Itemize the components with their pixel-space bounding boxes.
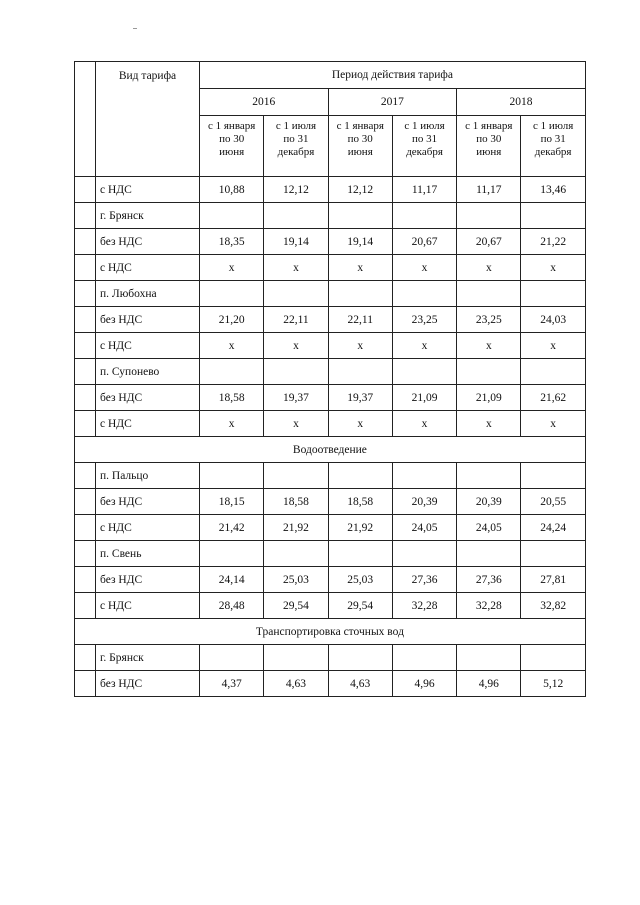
row-label: п. Любохна (96, 281, 200, 307)
tariff-value-cell: 19,14 (264, 229, 328, 255)
period-line: по 31 (283, 133, 309, 145)
period-line: декабря (277, 146, 315, 158)
section-title: Водоотведение (75, 437, 586, 463)
tariff-value-cell: 32,28 (392, 593, 456, 619)
tariff-value-cell: 5,12 (521, 671, 585, 697)
tariff-value-cell: 4,37 (200, 671, 264, 697)
tariff-value-cell: 27,36 (392, 567, 456, 593)
row-spacer-cell (75, 671, 96, 697)
row-label: с НДС (96, 255, 200, 281)
table-row (75, 671, 586, 697)
row-spacer-cell (75, 463, 96, 489)
row-label: без НДС (96, 489, 200, 515)
period-line: декабря (406, 146, 443, 158)
period-header-cell (328, 116, 392, 177)
tariff-value-cell: 11,17 (392, 177, 456, 203)
tariff-value-cell: 11,17 (457, 177, 521, 203)
tariff-value-cell: х (521, 411, 585, 437)
table-row (75, 463, 586, 489)
tariff-value-cell (521, 541, 585, 567)
period-header-cell (200, 116, 264, 177)
period-line: с 1 января (336, 120, 384, 132)
row-spacer-cell (75, 177, 96, 203)
table-row (75, 307, 586, 333)
row-label: без НДС (96, 671, 200, 697)
tariff-value-cell (457, 281, 521, 307)
section-title: Транспортировка сточных вод (75, 619, 586, 645)
tariff-value-cell: 29,54 (264, 593, 328, 619)
tariff-value-cell: 20,67 (457, 229, 521, 255)
row-label: п. Супонево (96, 359, 200, 385)
table-row (75, 489, 586, 515)
tariff-value-cell: х (392, 411, 456, 437)
tariff-value-cell: 21,62 (521, 385, 585, 411)
tariff-value-cell: х (457, 255, 521, 281)
tariff-value-cell: 23,25 (457, 307, 521, 333)
row-label: г. Брянск (96, 645, 200, 671)
tariff-value-cell (328, 203, 392, 229)
tariff-value-cell: 22,11 (328, 307, 392, 333)
period-line: с 1 июля (404, 120, 445, 132)
year-header: 2017 (328, 89, 457, 116)
tariff-value-cell: 22,11 (264, 307, 328, 333)
tariff-value-cell (521, 203, 585, 229)
tariff-value-cell (392, 281, 456, 307)
tariff-value-cell: х (200, 333, 264, 359)
tariff-type-header: Вид тарифа (96, 62, 200, 177)
table-row (75, 515, 586, 541)
tariff-value-cell: 20,67 (392, 229, 456, 255)
tariff-value-cell (200, 645, 264, 671)
period-header-cell (392, 116, 456, 177)
tariff-value-cell: 21,42 (200, 515, 264, 541)
tariff-value-cell: 19,14 (328, 229, 392, 255)
tariff-value-cell: 23,25 (392, 307, 456, 333)
period-line: июня (347, 146, 373, 158)
year-header: 2018 (457, 89, 586, 116)
table-row (75, 567, 586, 593)
tariff-value-cell: х (264, 255, 328, 281)
tariff-value-cell (392, 359, 456, 385)
tariff-value-cell: 25,03 (328, 567, 392, 593)
table-row (75, 333, 586, 359)
tariff-value-cell (521, 463, 585, 489)
tariff-value-cell: 18,15 (200, 489, 264, 515)
tariff-value-cell (328, 281, 392, 307)
scan-artifact (133, 28, 137, 29)
period-header: Период действия тарифа (200, 62, 586, 89)
tariff-value-cell: 10,88 (200, 177, 264, 203)
row-spacer-cell (75, 515, 96, 541)
tariff-value-cell: 20,55 (521, 489, 585, 515)
row-label: с НДС (96, 177, 200, 203)
tariff-value-cell: 27,81 (521, 567, 585, 593)
tariff-value-cell: х (264, 411, 328, 437)
row-label: без НДС (96, 307, 200, 333)
tariff-value-cell: 21,20 (200, 307, 264, 333)
tariff-value-cell (457, 203, 521, 229)
period-header-cell (521, 116, 585, 177)
tariff-value-cell: 13,46 (521, 177, 585, 203)
tariff-value-cell: 32,28 (457, 593, 521, 619)
tariff-value-cell: 29,54 (328, 593, 392, 619)
tariff-value-cell: 4,96 (392, 671, 456, 697)
tariff-value-cell: 24,14 (200, 567, 264, 593)
row-spacer-cell (75, 541, 96, 567)
row-label: без НДС (96, 567, 200, 593)
row-spacer-cell (75, 567, 96, 593)
row-spacer-cell (75, 307, 96, 333)
tariff-value-cell: 24,24 (521, 515, 585, 541)
tariff-value-cell: 19,37 (264, 385, 328, 411)
period-line: с 1 января (465, 120, 513, 132)
tariff-value-cell (328, 645, 392, 671)
table-row (75, 359, 586, 385)
tariff-value-cell (392, 203, 456, 229)
row-label: без НДС (96, 385, 200, 411)
row-label: г. Брянск (96, 203, 200, 229)
period-line: по 31 (411, 133, 438, 145)
tariff-value-cell: х (392, 333, 456, 359)
row-label: п. Пальцо (96, 463, 200, 489)
table-row (75, 281, 586, 307)
tariff-value-cell: х (457, 411, 521, 437)
tariff-value-cell: 21,09 (457, 385, 521, 411)
tariff-value-cell (264, 359, 328, 385)
tariff-value-cell (328, 463, 392, 489)
tariff-value-cell: 21,92 (264, 515, 328, 541)
tariff-value-cell (200, 281, 264, 307)
header-spacer-cell (75, 62, 96, 177)
tariff-value-cell: 27,36 (457, 567, 521, 593)
tariff-table (74, 61, 586, 697)
tariff-value-cell (264, 281, 328, 307)
table-row (75, 229, 586, 255)
row-spacer-cell (75, 255, 96, 281)
period-line: с 1 июля (533, 120, 574, 132)
tariff-value-cell: 21,92 (328, 515, 392, 541)
row-label: с НДС (96, 593, 200, 619)
tariff-value-cell: х (264, 333, 328, 359)
tariff-value-cell: 20,39 (457, 489, 521, 515)
row-spacer-cell (75, 385, 96, 411)
year-header: 2016 (200, 89, 329, 116)
row-spacer-cell (75, 333, 96, 359)
period-line: июня (219, 146, 245, 158)
tariff-value-cell (328, 359, 392, 385)
tariff-value-cell (521, 645, 585, 671)
tariff-value-cell: х (392, 255, 456, 281)
row-spacer-cell (75, 411, 96, 437)
tariff-value-cell: 18,58 (264, 489, 328, 515)
period-header-cell (264, 116, 328, 177)
table-row (75, 385, 586, 411)
table-row (75, 255, 586, 281)
tariff-value-cell: 4,63 (328, 671, 392, 697)
row-spacer-cell (75, 359, 96, 385)
tariff-value-cell: 19,37 (328, 385, 392, 411)
tariff-value-cell: 18,58 (328, 489, 392, 515)
tariff-value-cell (392, 645, 456, 671)
tariff-value-cell: 21,09 (392, 385, 456, 411)
row-spacer-cell (75, 229, 96, 255)
tariff-value-cell (521, 359, 585, 385)
tariff-value-cell (457, 463, 521, 489)
period-line: с 1 января (207, 120, 256, 132)
tariff-value-cell: 12,12 (328, 177, 392, 203)
tariff-value-cell: х (200, 411, 264, 437)
tariff-value-cell (392, 463, 456, 489)
row-label: с НДС (96, 411, 200, 437)
tariff-value-cell (264, 645, 328, 671)
table-row (75, 593, 586, 619)
tariff-value-cell: 24,05 (392, 515, 456, 541)
tariff-value-cell: 4,96 (457, 671, 521, 697)
table-row (75, 177, 586, 203)
period-line: с 1 июля (275, 120, 317, 132)
tariff-value-cell (328, 541, 392, 567)
section-row (75, 619, 586, 645)
tariff-value-cell (200, 359, 264, 385)
table-row (75, 645, 586, 671)
period-line: декабря (534, 146, 572, 158)
tariff-value-cell (200, 203, 264, 229)
row-label: с НДС (96, 333, 200, 359)
tariff-value-cell: 32,82 (521, 593, 585, 619)
tariff-value-cell: 18,58 (200, 385, 264, 411)
table-row (75, 203, 586, 229)
row-spacer-cell (75, 593, 96, 619)
tariff-value-cell: 20,39 (392, 489, 456, 515)
tariff-value-cell: 28,48 (200, 593, 264, 619)
tariff-value-cell: 24,03 (521, 307, 585, 333)
tariff-value-cell (200, 463, 264, 489)
tariff-value-cell: х (521, 255, 585, 281)
table-row (75, 541, 586, 567)
period-line: июня (476, 146, 502, 158)
tariff-value-cell (264, 203, 328, 229)
row-spacer-cell (75, 203, 96, 229)
tariff-value-cell: х (521, 333, 585, 359)
section-row (75, 437, 586, 463)
tariff-value-cell: 18,35 (200, 229, 264, 255)
tariff-value-cell: 21,22 (521, 229, 585, 255)
tariff-value-cell: 25,03 (264, 567, 328, 593)
tariff-value-cell (457, 645, 521, 671)
tariff-value-cell (521, 281, 585, 307)
period-line: по 31 (540, 133, 566, 145)
period-line: по 30 (476, 133, 502, 145)
tariff-value-cell (457, 541, 521, 567)
period-line: по 30 (347, 133, 373, 145)
row-label: без НДС (96, 229, 200, 255)
tariff-value-cell (264, 463, 328, 489)
row-spacer-cell (75, 281, 96, 307)
table-row (75, 411, 586, 437)
period-line: по 30 (219, 133, 245, 145)
row-label: п. Свень (96, 541, 200, 567)
tariff-value-cell (392, 541, 456, 567)
tariff-value-cell (457, 359, 521, 385)
tariff-value-cell: 4,63 (264, 671, 328, 697)
row-label: с НДС (96, 515, 200, 541)
tariff-value-cell: х (457, 333, 521, 359)
tariff-value-cell (200, 541, 264, 567)
row-spacer-cell (75, 489, 96, 515)
tariff-value-cell: х (328, 255, 392, 281)
tariff-value-cell (264, 541, 328, 567)
tariff-value-cell: х (328, 333, 392, 359)
tariff-value-cell: х (328, 411, 392, 437)
period-header-cell (457, 116, 521, 177)
tariff-value-cell: 12,12 (264, 177, 328, 203)
tariff-value-cell: 24,05 (457, 515, 521, 541)
tariff-value-cell: х (200, 255, 264, 281)
row-spacer-cell (75, 645, 96, 671)
